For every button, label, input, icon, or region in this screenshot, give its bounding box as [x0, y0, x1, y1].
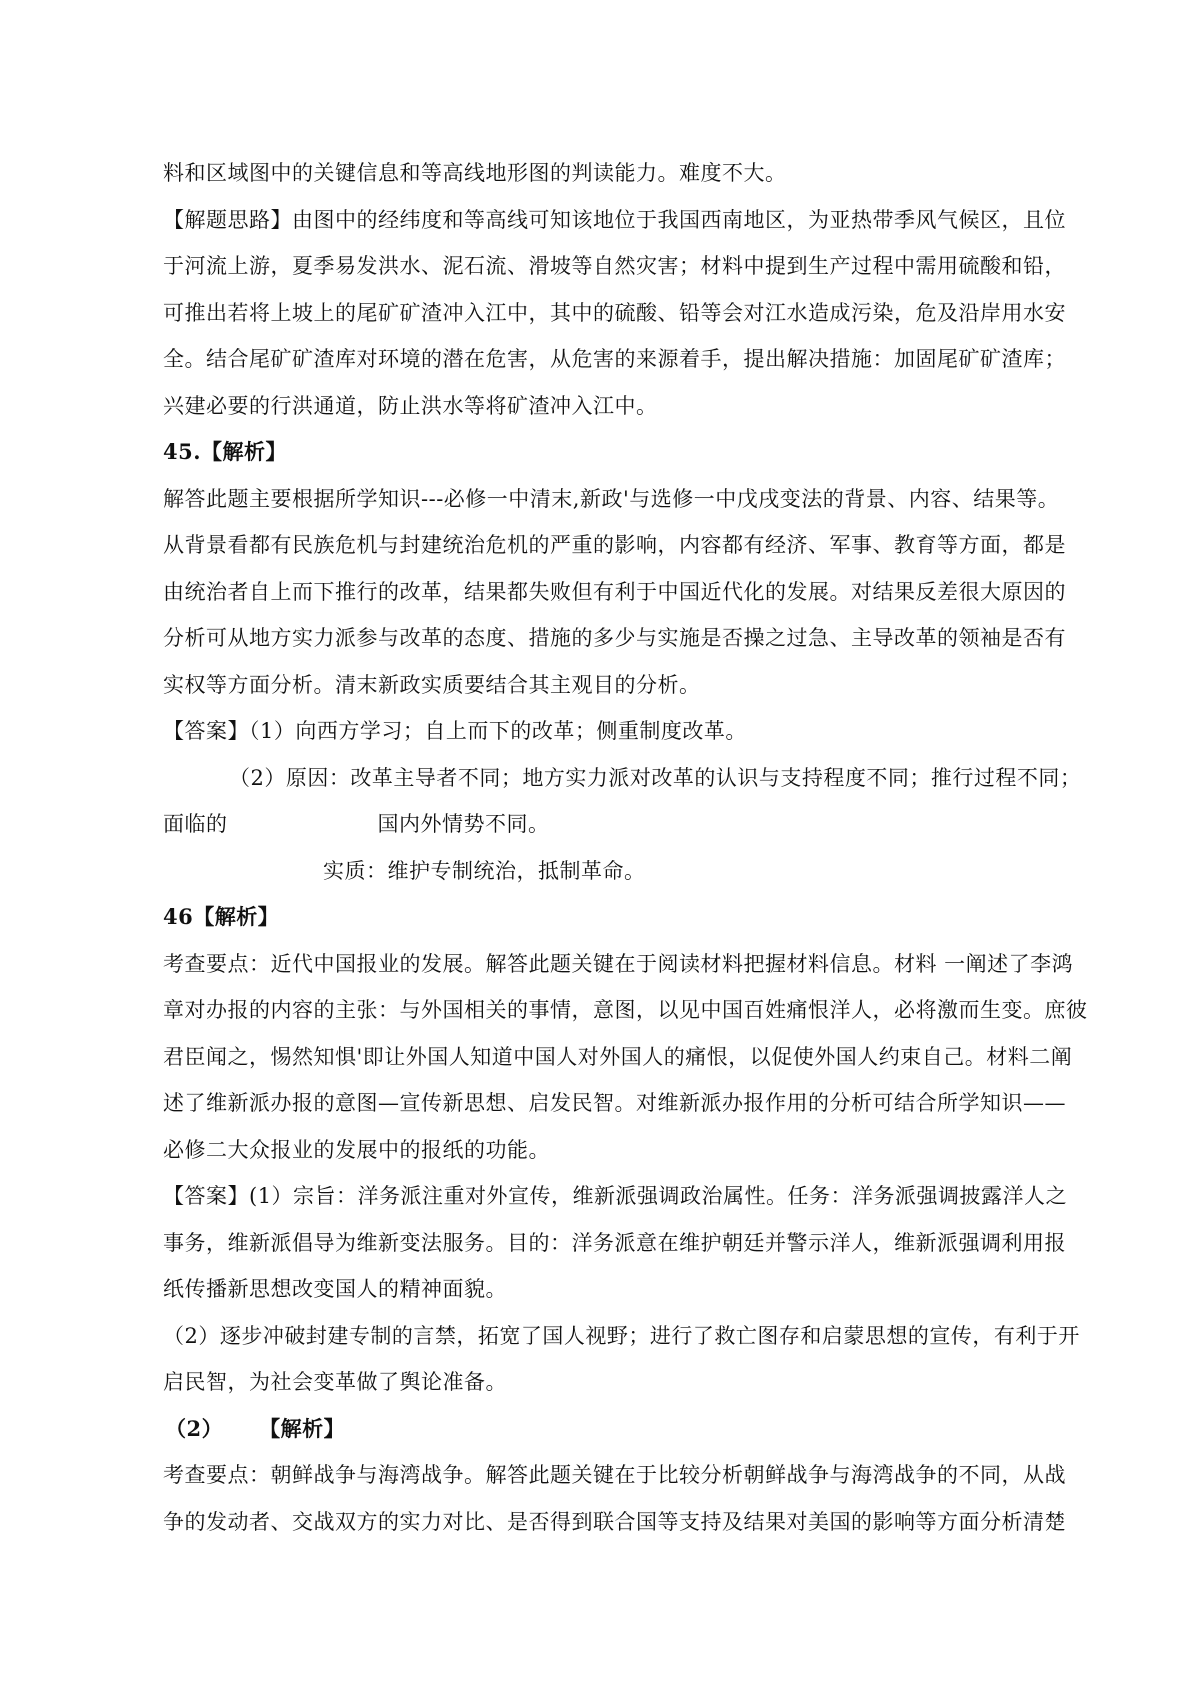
q45-answer-2-cont-b: 国内外情势不同。	[377, 812, 550, 836]
q47-heading-label: 【解析】	[259, 1415, 346, 1441]
q46-heading: 46【解析】	[163, 904, 280, 929]
q47-heading	[163, 1406, 1063, 1453]
thinking-line-5: 兴建必要的行洪通道，防止洪水等将矿渣冲入江中。	[163, 393, 658, 418]
q45-analysis-line: 由统治者自上而下推行的改革，结果都失败但有利于中国近代化的发展。对结果反差很大原因的	[163, 579, 1066, 604]
q45-heading: 45.【解析】	[163, 439, 288, 464]
q46-answer-2-line-2: 启民智，为社会变革做了舆论准备。	[163, 1370, 507, 1394]
q45-answer-2-cont-a: 面临的	[163, 812, 228, 836]
intro-line: 料和区域图中的关键信息和等高线地形图的判读能力。难度不大。	[163, 161, 787, 185]
q45-analysis-line: 从背景看都有民族危机与封建统治危机的严重的影响，内容都有经济、军事、教育等方面，都是	[163, 533, 1066, 557]
thinking-line-2: 于河流上游，夏季易发洪水、泥石流、滑坡等自然灾害；材料中提到生产过程中需用硫酸和铅，	[163, 254, 1066, 278]
q46-answer-1-text: (1）宗旨：洋务派注重对外宣传，维新派强调政治属性。任务：洋务派强调披露洋人之	[249, 1184, 1068, 1208]
q46-analysis-line: 章对办报的内容的主张：与外国相关的事情，意图，以见中国百姓痛恨洋人，必将激而生变。庶彼	[163, 998, 1088, 1022]
q47-analysis-line: 争的发动者、交战双方的实力对比、是否得到联合国等支持及结果对美国的影响等方面分析清楚	[163, 1509, 1066, 1534]
q47-analysis-line: 考查要点：朝鲜战争与海湾战争。解答此题关键在于比较分析朝鲜战争与海湾战争的不同，从战	[163, 1463, 1066, 1487]
document-body	[163, 150, 1088, 1545]
q45-answer-label: 【答案】	[163, 719, 249, 743]
thinking-line-3: 可推出若将上坡上的尾矿矿渣冲入江中，其中的硫酸、铅等会对江水造成污染，危及沿岸用水安	[163, 300, 1066, 325]
thinking-text: 由图中的经纬度和等高线可知该地位于我国西南地区，为亚热带季风气候区，且位	[292, 207, 1066, 232]
q47-heading-num: （2）	[165, 1415, 224, 1441]
q46-analysis-line: 考查要点：近代中国报业的发展。解答此题关键在于阅读材料把握材料信息。材料 一阐述了李鸿	[163, 951, 1074, 976]
q46-answer-1	[163, 1173, 1068, 1220]
q45-answer-2-continued	[163, 801, 1063, 848]
q46-answer-1-line-3: 纸传播新思想改变国人的精神面貌。	[163, 1277, 507, 1301]
q45-analysis-line: 实权等方面分析。清末新政实质要结合其主观目的分析。	[163, 672, 701, 697]
q46-answer-2-line-1: （2）逐步冲破封建专制的言禁，拓宽了国人视野；进行了救亡图存和启蒙思想的宣传，有利于开	[163, 1323, 1080, 1348]
q46-analysis-line: 君臣闻之，惕然知惧'即让外国人知道中国人对外国人的痛恨，以促使外国人约束自己。材料二阐	[163, 1044, 1073, 1069]
q45-analysis-line: 分析可从地方实力派参与改革的态度、措施的多少与实施是否操之过急、主导改革的领袖是否有	[163, 626, 1066, 650]
q45-answer-2: （2）原因：改革主导者不同；地方实力派对改革的认识与支持程度不同；推行过程不同；	[229, 765, 1082, 790]
q46-analysis-line: 述了维新派办报的意图—宣传新思想、启发民智。对维新派办报作用的分析可结合所学知识——	[163, 1091, 1066, 1115]
q45-answer-1	[163, 708, 1063, 755]
q45-analysis-line: 解答此题主要根据所学知识---必修一中清末,新政'与选修一中戊戌变法的背景、内容、结果等。	[163, 486, 1060, 511]
thinking-line-4: 全。结合尾矿矿渣库对环境的潜在危害，从危害的来源着手，提出解决措施：加固尾矿矿渣库；	[163, 347, 1066, 371]
thinking-line-1	[163, 197, 1066, 244]
q46-answer-label: 【答案】	[163, 1184, 249, 1208]
thinking-label: 【解题思路】	[163, 207, 292, 232]
q45-answer-1-text: （1）向西方学习；自上而下的改革；侧重制度改革。	[249, 719, 747, 743]
q46-answer-1-line-2: 事务，维新派倡导为维新变法服务。目的：洋务派意在维护朝廷并警示洋人，维新派强调利用报	[163, 1230, 1066, 1255]
q46-analysis-line: 必修二大众报业的发展中的报纸的功能。	[163, 1137, 550, 1162]
q45-answer-essence: 实质：维护专制统治，抵制革命。	[323, 858, 646, 883]
